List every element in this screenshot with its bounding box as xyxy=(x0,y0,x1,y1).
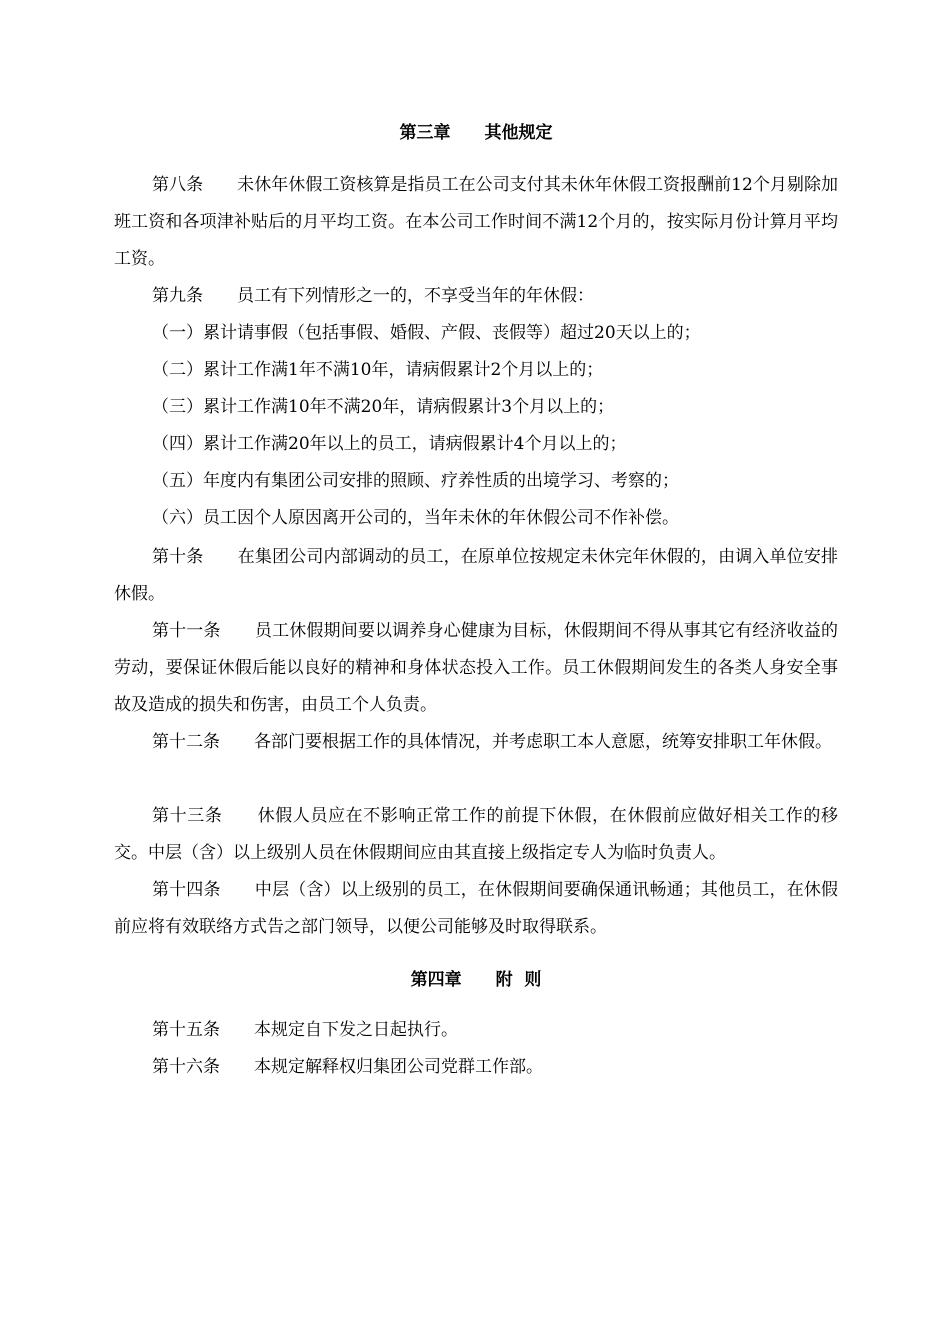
article-10: 第十条 在集团公司内部调动的员工，在原单位按规定未休完年休假的，由调入单位安排休假。 xyxy=(114,547,838,604)
chapter-3-title: 第三章 其他规定 xyxy=(399,123,553,143)
article-9-item-2: （二）累计工作满1年不满10年，请病假累计2个月以上的； xyxy=(152,360,604,380)
article-9-item-6: （六）员工因个人原因离开公司的，当年未休的年休假公司不作补偿。 xyxy=(152,508,679,528)
article-12: 第十二条 各部门要根据工作的具体情况，并考虑职工本人意愿，统筹安排职工年休假。 xyxy=(152,732,832,752)
article-8: 第八条 未休年休假工资核算是指员工在公司支付其未休年休假工资报酬前12个月剔除加班工资和各项津补贴后的月平均工资。在本公司工作时间不满12个月的，按实际月份计算月平均工资。 xyxy=(114,175,838,269)
article-16: 第十六条 本规定解释权归集团公司党群工作部。 xyxy=(152,1057,543,1077)
article-9-item-3: （三）累计工作满10年不满20年，请病假累计3个月以上的； xyxy=(152,397,615,417)
article-14: 第十四条 中层（含）以上级别的员工，在休假期间要确保通讯畅通；其他员工，在休假前应将有效联络方式告之部门领导，以便公司能够及时取得联系。 xyxy=(114,880,838,937)
article-9: 第九条 员工有下列情形之一的，不享受当年的年休假： xyxy=(152,286,594,306)
chapter-4-title: 第四章 附 则 xyxy=(410,970,542,990)
article-13: 第十三条 休假人员应在不影响正常工作的前提下休假，在休假前应做好相关工作的移交。中层（含）以上级别人员在休假期间应由其直接上级指定专人为临时负责人。 xyxy=(114,806,838,863)
article-9-item-4: （四）累计工作满20年以上的员工，请病假累计4个月以上的； xyxy=(152,434,627,454)
article-9-item-1: （一）累计请事假（包括事假、婚假、产假、丧假等）超过20天以上的； xyxy=(152,323,701,343)
article-9-item-5: （五）年度内有集团公司安排的照顾、疗养性质的出境学习、考察的； xyxy=(152,471,679,491)
article-11: 第十一条 员工休假期间要以调养身心健康为目标，休假期间不得从事其它有经济收益的劳动，要保证休假后能以良好的精神和身体状态投入工作。员工休假期间发生的各类人身安全事故及造成的损失和伤害，由员工个人负责。 xyxy=(114,621,838,715)
article-15: 第十五条 本规定自下发之日起执行。 xyxy=(152,1020,458,1040)
